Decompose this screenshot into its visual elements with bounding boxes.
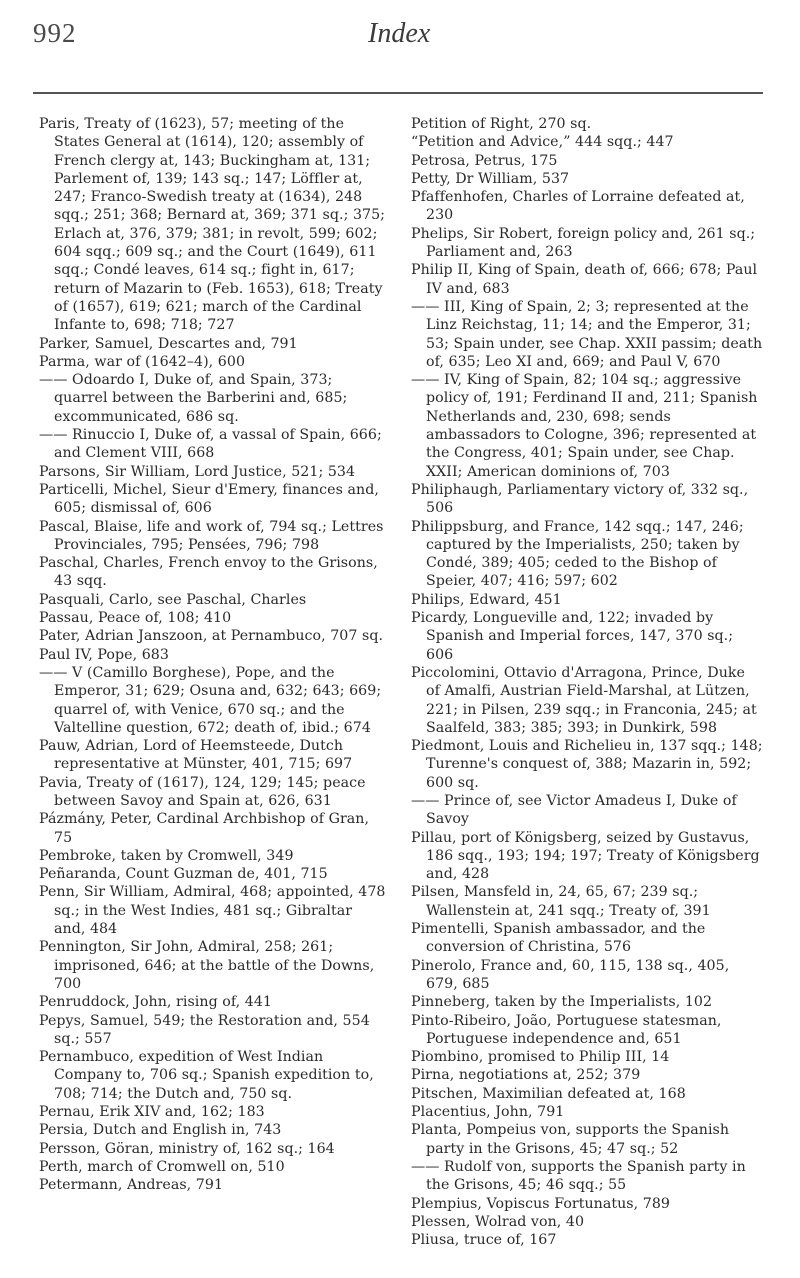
index-entry: Pfaffenhofen, Charles of Lorraine defeated at, 230 — [411, 189, 745, 224]
index-entry: Pauw, Adrian, Lord of Heemsteede, Dutch representative at Münster, 401, 715; 697 — [39, 738, 353, 773]
index-entry: Plessen, Wolrad von, 40 — [411, 1213, 585, 1230]
index-entry: —— III, King of Spain, 2; 3; represented at the Linz Reichstag, 11; 14; and the Emperor, 31; 53; Spain under, see Chap. XXII passim; death of, 635; Leo XI and, 669; and Paul V, 670 — [411, 298, 763, 370]
index-entry: Philips, Edward, 451 — [411, 591, 562, 608]
index-entry: —— Prince of, see Victor Amadeus I, Duke of Savoy — [411, 792, 737, 828]
index-entry: Planta, Pompeius von, supports the Spanish party in the Grisons, 45; 47 sq.; 52 — [411, 1122, 730, 1157]
index-entry: Pirna, negotiations at, 252; 379 — [411, 1067, 641, 1084]
index-entry: Petition of Right, 270 sq. — [411, 116, 592, 132]
index-entry: Philippsburg, and France, 142 sqq.; 147, 246; captured by the Imperialists, 250; taken by Condé, 389; 405; ceded to the Bishop of Speier, 407; 416; 597; 602 — [411, 518, 744, 590]
index-entry: Piccolomini, Ottavio d'Arragona, Prince, Duke of Amalfi, Austrian Field-Marshal, at Lützen, 221; in Pilsen, 239 sqq.; in Franconia, 245; at Saalfeld, 383; 385; 393; in Dunkirk, 598 — [411, 664, 757, 736]
index-entry: Placentius, John, 791 — [411, 1104, 565, 1121]
index-entry: Parma, war of (1642–4), 600 — [39, 353, 246, 370]
page-number: 992 — [33, 18, 77, 48]
index-entry: Pimentelli, Spanish ambassador, and the conversion of Christina, 576 — [411, 921, 706, 956]
index-entry: Plempius, Vopiscus Fortunatus, 789 — [411, 1195, 670, 1212]
index-entry: “Petition and Advice,” 444 sqq.; 447 — [411, 134, 674, 151]
index-entry: Pitschen, Maximilian defeated at, 168 — [411, 1085, 686, 1102]
page-header — [33, 18, 761, 98]
index-entry: Pepys, Samuel, 549; the Restoration and, 554 sq.; 557 — [39, 1012, 370, 1047]
index-entry: Pernambuco, expedition of West Indian Company to, 706 sq.; Spanish expedition to, 708; 714; the Dutch and, 750 sq. — [39, 1049, 374, 1102]
index-entry: Pillau, port of Königsberg, seized by Gustavus, 186 sqq., 193; 194; 197; Treaty of Königsberg and, 428 — [411, 829, 760, 883]
index-column-left — [39, 115, 387, 1195]
index-entry: Paris, Treaty of (1623), 57; meeting of the States General at (1614), 120; assembly of French clergy at, 143; Buckingham at, 131; Parlement of, 139; 143 sq.; 147; Löffler at, 247; Franco-Swedish treaty at (1634), 248 sqq.; 251; 368; Bernard at, 369; 371 sq.; 375; Erlach at, 376, 379; 381; in revolt, 599; 602; 604 sqq.; 609 sq.; and the Court (1649), 611 sqq.; Condé leaves, 614 sq.; fight in, 617; return of Mazarin to (Feb. 1653), 618; Treaty of (1657), 619; 621; march of the Cardinal Infante to, 698; 718; 727 — [39, 116, 386, 334]
index-entry: Passau, Peace of, 108; 410 — [39, 610, 232, 627]
index-entry: Piombino, promised to Philip III, 14 — [411, 1049, 670, 1066]
index-entry: Piedmont, Louis and Richelieu in, 137 sqq.; 148; Turenne's conquest of, 388; Mazarin in, 592; 600 sq. — [411, 738, 763, 791]
index-entry: Paul IV, Pope, 683 — [39, 646, 169, 663]
index-entry: Parker, Samuel, Descartes and, 791 — [39, 335, 298, 352]
index-entry: Pinerolo, France and, 60, 115, 138 sq., 405, 679, 685 — [411, 957, 730, 992]
page-title: Index — [368, 18, 431, 49]
index-entry: Pliusa, truce of, 167 — [411, 1232, 557, 1249]
index-entry: Pernau, Erik XIV and, 162; 183 — [39, 1104, 265, 1121]
index-entry: Perth, march of Cromwell on, 510 — [39, 1158, 285, 1175]
index-entry: Persia, Dutch and English in, 743 — [39, 1122, 282, 1139]
index-entry: Pinto-Ribeiro, João, Portuguese statesman, Portuguese independence and, 651 — [411, 1012, 722, 1047]
index-entry: Pinneberg, taken by the Imperialists, 102 — [411, 994, 713, 1011]
index-entry: —— Odoardo I, Duke of, and Spain, 373; quarrel between the Barberini and, 685; excommunicated, 686 sq. — [39, 372, 348, 425]
index-entry: Phelips, Sir Robert, foreign policy and, 261 sq.; Parliament and, 263 — [411, 225, 756, 261]
index-entry: —— Rudolf von, supports the Spanish party in the Grisons, 45; 46 sqq.; 55 — [411, 1158, 746, 1194]
index-entry: Philiphaugh, Parliamentary victory of, 332 sq., 506 — [411, 481, 749, 517]
index-entry: Philip II, King of Spain, death of, 666; 678; Paul IV and, 683 — [411, 262, 758, 297]
index-entry: —— IV, King of Spain, 82; 104 sq.; aggressive policy of, 191; Ferdinand II and, 211; Spanish Netherlands and, 230, 698; sends ambassadors to Cologne, 396; represented at the Congress, 401; Spain under, see Chap. XXII; American dominions of, 703 — [411, 372, 758, 480]
index-entry: Parsons, Sir William, Lord Justice, 521; 534 — [39, 463, 356, 480]
index-entry: Particelli, Michel, Sieur d'Emery, finances and, 605; dismissal of, 606 — [39, 481, 379, 517]
index-entry: Penruddock, John, rising of, 441 — [39, 994, 273, 1011]
index-entry: Persson, Göran, ministry of, 162 sq.; 164 — [39, 1140, 335, 1157]
index-entry: Pembroke, taken by Cromwell, 349 — [39, 847, 294, 864]
index-entry: Petrosa, Petrus, 175 — [411, 152, 558, 169]
header-rule — [33, 92, 763, 94]
index-entry: Picardy, Longueville and, 122; invaded by Spanish and Imperial forces, 147, 370 sq.; 606 — [411, 610, 734, 663]
index-entry: Pavia, Treaty of (1617), 124, 129; 145; peace between Savoy and Spain at, 626, 631 — [39, 774, 366, 809]
index-entry: Peñaranda, Count Guzman de, 401, 715 — [39, 866, 328, 883]
index-entry: Pázmány, Peter, Cardinal Archbishop of Gran, 75 — [39, 811, 370, 846]
index-column-right — [411, 115, 763, 1249]
index-entry: Pascal, Blaise, life and work of, 794 sq.; Lettres Provinciales, 795; Pensées, 796; 798 — [39, 518, 384, 553]
index-entry: Pasquali, Carlo, see Paschal, Charles — [39, 591, 307, 608]
index-entry: Penn, Sir William, Admiral, 468; appointed, 478 sq.; in the West Indies, 481 sq.; Gibraltar and, 484 — [39, 884, 386, 938]
index-entry: Pilsen, Mansfeld in, 24, 65, 67; 239 sq.; Wallenstein at, 241 sqq.; Treaty of, 391 — [411, 884, 711, 919]
index-entry: —— V (Camillo Borghese), Pope, and the Emperor, 31; 629; Osuna and, 632; 643; 669; quarrel of, with Venice, 670 sq.; and the Valtelline question, 672; death of, ibid.; 674 — [39, 664, 382, 736]
index-entry: Petty, Dr William, 537 — [411, 170, 570, 187]
index-entry: Petermann, Andreas, 791 — [39, 1177, 224, 1194]
index-entry: —— Rinuccio I, Duke of, a vassal of Spain, 666; and Clement VIII, 668 — [39, 427, 382, 462]
index-entry: Pater, Adrian Janszoon, at Pernambuco, 707 sq. — [39, 628, 384, 645]
index-entry: Pennington, Sir John, Admiral, 258; 261; imprisoned, 646; at the battle of the Downs, 700 — [39, 939, 375, 992]
index-entry: Paschal, Charles, French envoy to the Grisons, 43 sqq. — [39, 555, 378, 590]
